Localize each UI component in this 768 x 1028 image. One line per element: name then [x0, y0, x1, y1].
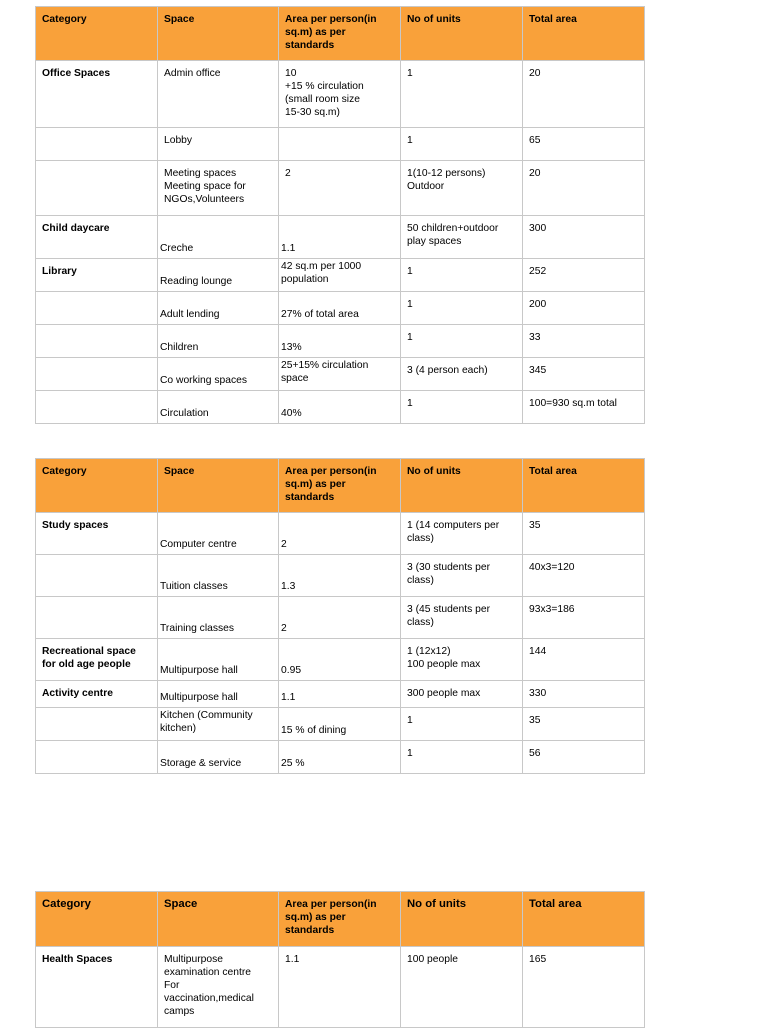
area-text: 1.1 — [281, 243, 296, 254]
units-cell: 3 (30 students per class) — [407, 562, 490, 586]
table-row — [36, 708, 645, 741]
category-cell — [36, 597, 157, 638]
header-space: Space — [164, 14, 195, 25]
table-row — [36, 639, 645, 681]
space-text: Computer centre — [160, 539, 237, 550]
table-header-row — [36, 7, 645, 61]
space-cell — [158, 259, 278, 291]
total-cell: 330 — [529, 688, 547, 699]
space-cell: Lobby — [164, 135, 193, 146]
total-cell: 20 — [529, 68, 541, 79]
category-cell: Activity centre — [42, 688, 113, 699]
header-category: Category — [42, 466, 87, 477]
space-text: Reading lounge — [160, 276, 233, 287]
area-text: 15 % of dining — [281, 725, 347, 736]
table-row — [36, 555, 645, 597]
space-cell — [158, 639, 278, 680]
category-cell — [36, 391, 157, 423]
units-cell: 1 — [407, 398, 413, 409]
space-text: Circulation — [160, 408, 209, 419]
units-cell: 100 people — [407, 954, 458, 965]
category-cell — [36, 161, 157, 215]
space-program-table-2 — [35, 458, 645, 774]
area-cell — [279, 513, 400, 554]
units-cell: 1 — [407, 332, 413, 343]
category-cell: Health Spaces — [42, 954, 113, 965]
table-row — [36, 325, 645, 358]
area-cell: 25+15% circulation space — [281, 360, 369, 384]
header-no-of-units: No of units — [407, 14, 461, 25]
total-cell: 345 — [529, 365, 547, 376]
units-cell: 1 — [407, 68, 413, 79]
total-cell: 93x3=186 — [529, 604, 575, 615]
category-cell — [36, 325, 157, 357]
units-cell: 300 people max — [407, 688, 481, 699]
total-cell: 33 — [529, 332, 541, 343]
category-cell: Library — [42, 266, 77, 277]
space-cell — [158, 597, 278, 638]
total-cell: 35 — [529, 715, 541, 726]
space-text: Storage & service — [160, 758, 242, 769]
space-text: Tuition classes — [160, 581, 228, 592]
space-cell: Multipurpose examination centre For vaccination,medical camps — [164, 954, 254, 1017]
table-row — [36, 161, 645, 216]
area-cell: 42 sq.m per 1000 population — [281, 261, 362, 285]
area-text: 25 % — [281, 758, 305, 769]
category-cell: Recreational space for old age people — [42, 646, 136, 670]
space-program-table-3 — [35, 891, 645, 1028]
total-cell: 252 — [529, 266, 547, 277]
space-cell — [158, 358, 278, 390]
units-cell: 3 (45 students per class) — [407, 604, 490, 628]
space-text: Children — [160, 342, 199, 353]
space-cell — [158, 741, 278, 773]
units-cell: 1 — [407, 748, 413, 759]
space-text: Multipurpose hall — [160, 665, 238, 676]
category-cell: Office Spaces — [42, 68, 111, 79]
header-space: Space — [164, 466, 195, 477]
area-cell — [279, 325, 400, 357]
header-no-of-units: No of units — [407, 466, 461, 477]
area-cell — [279, 391, 400, 423]
area-cell — [279, 216, 400, 258]
category-cell — [36, 555, 157, 596]
header-space: Space — [164, 898, 198, 910]
total-cell: 144 — [529, 646, 547, 657]
header-total-area: Total area — [529, 466, 577, 477]
area-cell — [279, 681, 400, 707]
area-cell — [279, 128, 400, 160]
header-area-per-person: Area per person(in sq.m) as per standards — [285, 14, 377, 51]
units-cell: 1(10-12 persons) Outdoor — [407, 168, 486, 192]
total-cell: 300 — [529, 223, 547, 234]
header-no-of-units: No of units — [407, 898, 466, 910]
table-row — [36, 128, 645, 161]
space-cell — [158, 555, 278, 596]
area-cell: 1.1 — [285, 954, 300, 965]
area-text: 1.1 — [281, 692, 296, 703]
units-cell: 1 — [407, 135, 413, 146]
total-cell: 200 — [529, 299, 547, 310]
area-cell — [279, 639, 400, 680]
area-text: 40% — [281, 408, 302, 419]
header-area-per-person: Area per person(in sq.m) as per standards — [285, 899, 377, 936]
table-row — [36, 61, 645, 128]
total-cell: 65 — [529, 135, 541, 146]
space-cell: Kitchen (Community kitchen) — [160, 710, 253, 734]
category-cell — [36, 741, 157, 773]
table-row — [36, 391, 645, 424]
total-cell: 165 — [529, 954, 547, 965]
area-text: 27% of total area — [281, 309, 359, 320]
table-header-row — [36, 892, 645, 947]
table-row — [36, 513, 645, 555]
area-text: 2 — [281, 539, 287, 550]
total-cell: 100=930 sq.m total — [529, 398, 617, 409]
table-row — [36, 358, 645, 391]
space-cell — [158, 325, 278, 357]
table-row — [36, 259, 645, 292]
area-cell — [279, 741, 400, 773]
table-header-row — [36, 459, 645, 513]
area-text: 1.3 — [281, 581, 296, 592]
units-cell: 1 — [407, 299, 413, 310]
header-area-per-person: Area per person(in sq.m) as per standards — [285, 466, 377, 503]
units-cell: 3 (4 person each) — [407, 365, 488, 376]
area-text: 0.95 — [281, 665, 302, 676]
space-cell: Meeting spaces Meeting space for NGOs,Volunteers — [164, 168, 246, 205]
category-cell: Study spaces — [42, 520, 109, 531]
category-cell — [36, 128, 157, 160]
header-category: Category — [42, 898, 91, 910]
space-cell — [158, 391, 278, 423]
space-cell — [158, 681, 278, 707]
space-text: Multipurpose hall — [160, 692, 238, 703]
space-text: Adult lending — [160, 309, 220, 320]
area-cell: 2 — [285, 168, 291, 179]
table-row — [36, 741, 645, 774]
category-cell — [36, 358, 157, 390]
total-cell: 40x3=120 — [529, 562, 575, 573]
space-text: Creche — [160, 243, 194, 254]
table-row — [36, 597, 645, 639]
area-cell — [279, 292, 400, 324]
space-cell — [158, 513, 278, 554]
units-cell: 50 children+outdoor play spaces — [407, 223, 499, 247]
space-cell: Admin office — [164, 68, 221, 79]
area-cell: 10 +15 % circulation (small room size 15-30 sq.m) — [285, 68, 364, 118]
header-total-area: Total area — [529, 14, 577, 25]
table-row — [36, 292, 645, 325]
category-cell — [36, 292, 157, 324]
space-program-table-1 — [35, 6, 645, 424]
total-cell: 56 — [529, 748, 541, 759]
units-cell: 1 (14 computers per class) — [407, 520, 500, 544]
table-row — [36, 681, 645, 708]
area-cell — [279, 555, 400, 596]
space-text: Co working spaces — [160, 375, 247, 386]
header-category: Category — [42, 14, 87, 25]
space-cell — [158, 216, 278, 258]
total-cell: 20 — [529, 168, 541, 179]
header-total-area: Total area — [529, 898, 582, 910]
area-text: 13% — [281, 342, 302, 353]
area-text: 2 — [281, 623, 287, 634]
category-cell — [36, 708, 157, 740]
area-cell — [279, 708, 400, 740]
space-text: Training classes — [160, 623, 235, 634]
table-row — [36, 216, 645, 259]
category-cell: Child daycare — [42, 223, 110, 234]
area-cell — [279, 597, 400, 638]
space-cell — [158, 292, 278, 324]
units-cell: 1 — [407, 715, 413, 726]
table-row — [36, 947, 645, 1028]
total-cell: 35 — [529, 520, 541, 531]
units-cell: 1 (12x12) 100 people max — [407, 646, 481, 670]
units-cell: 1 — [407, 266, 413, 277]
